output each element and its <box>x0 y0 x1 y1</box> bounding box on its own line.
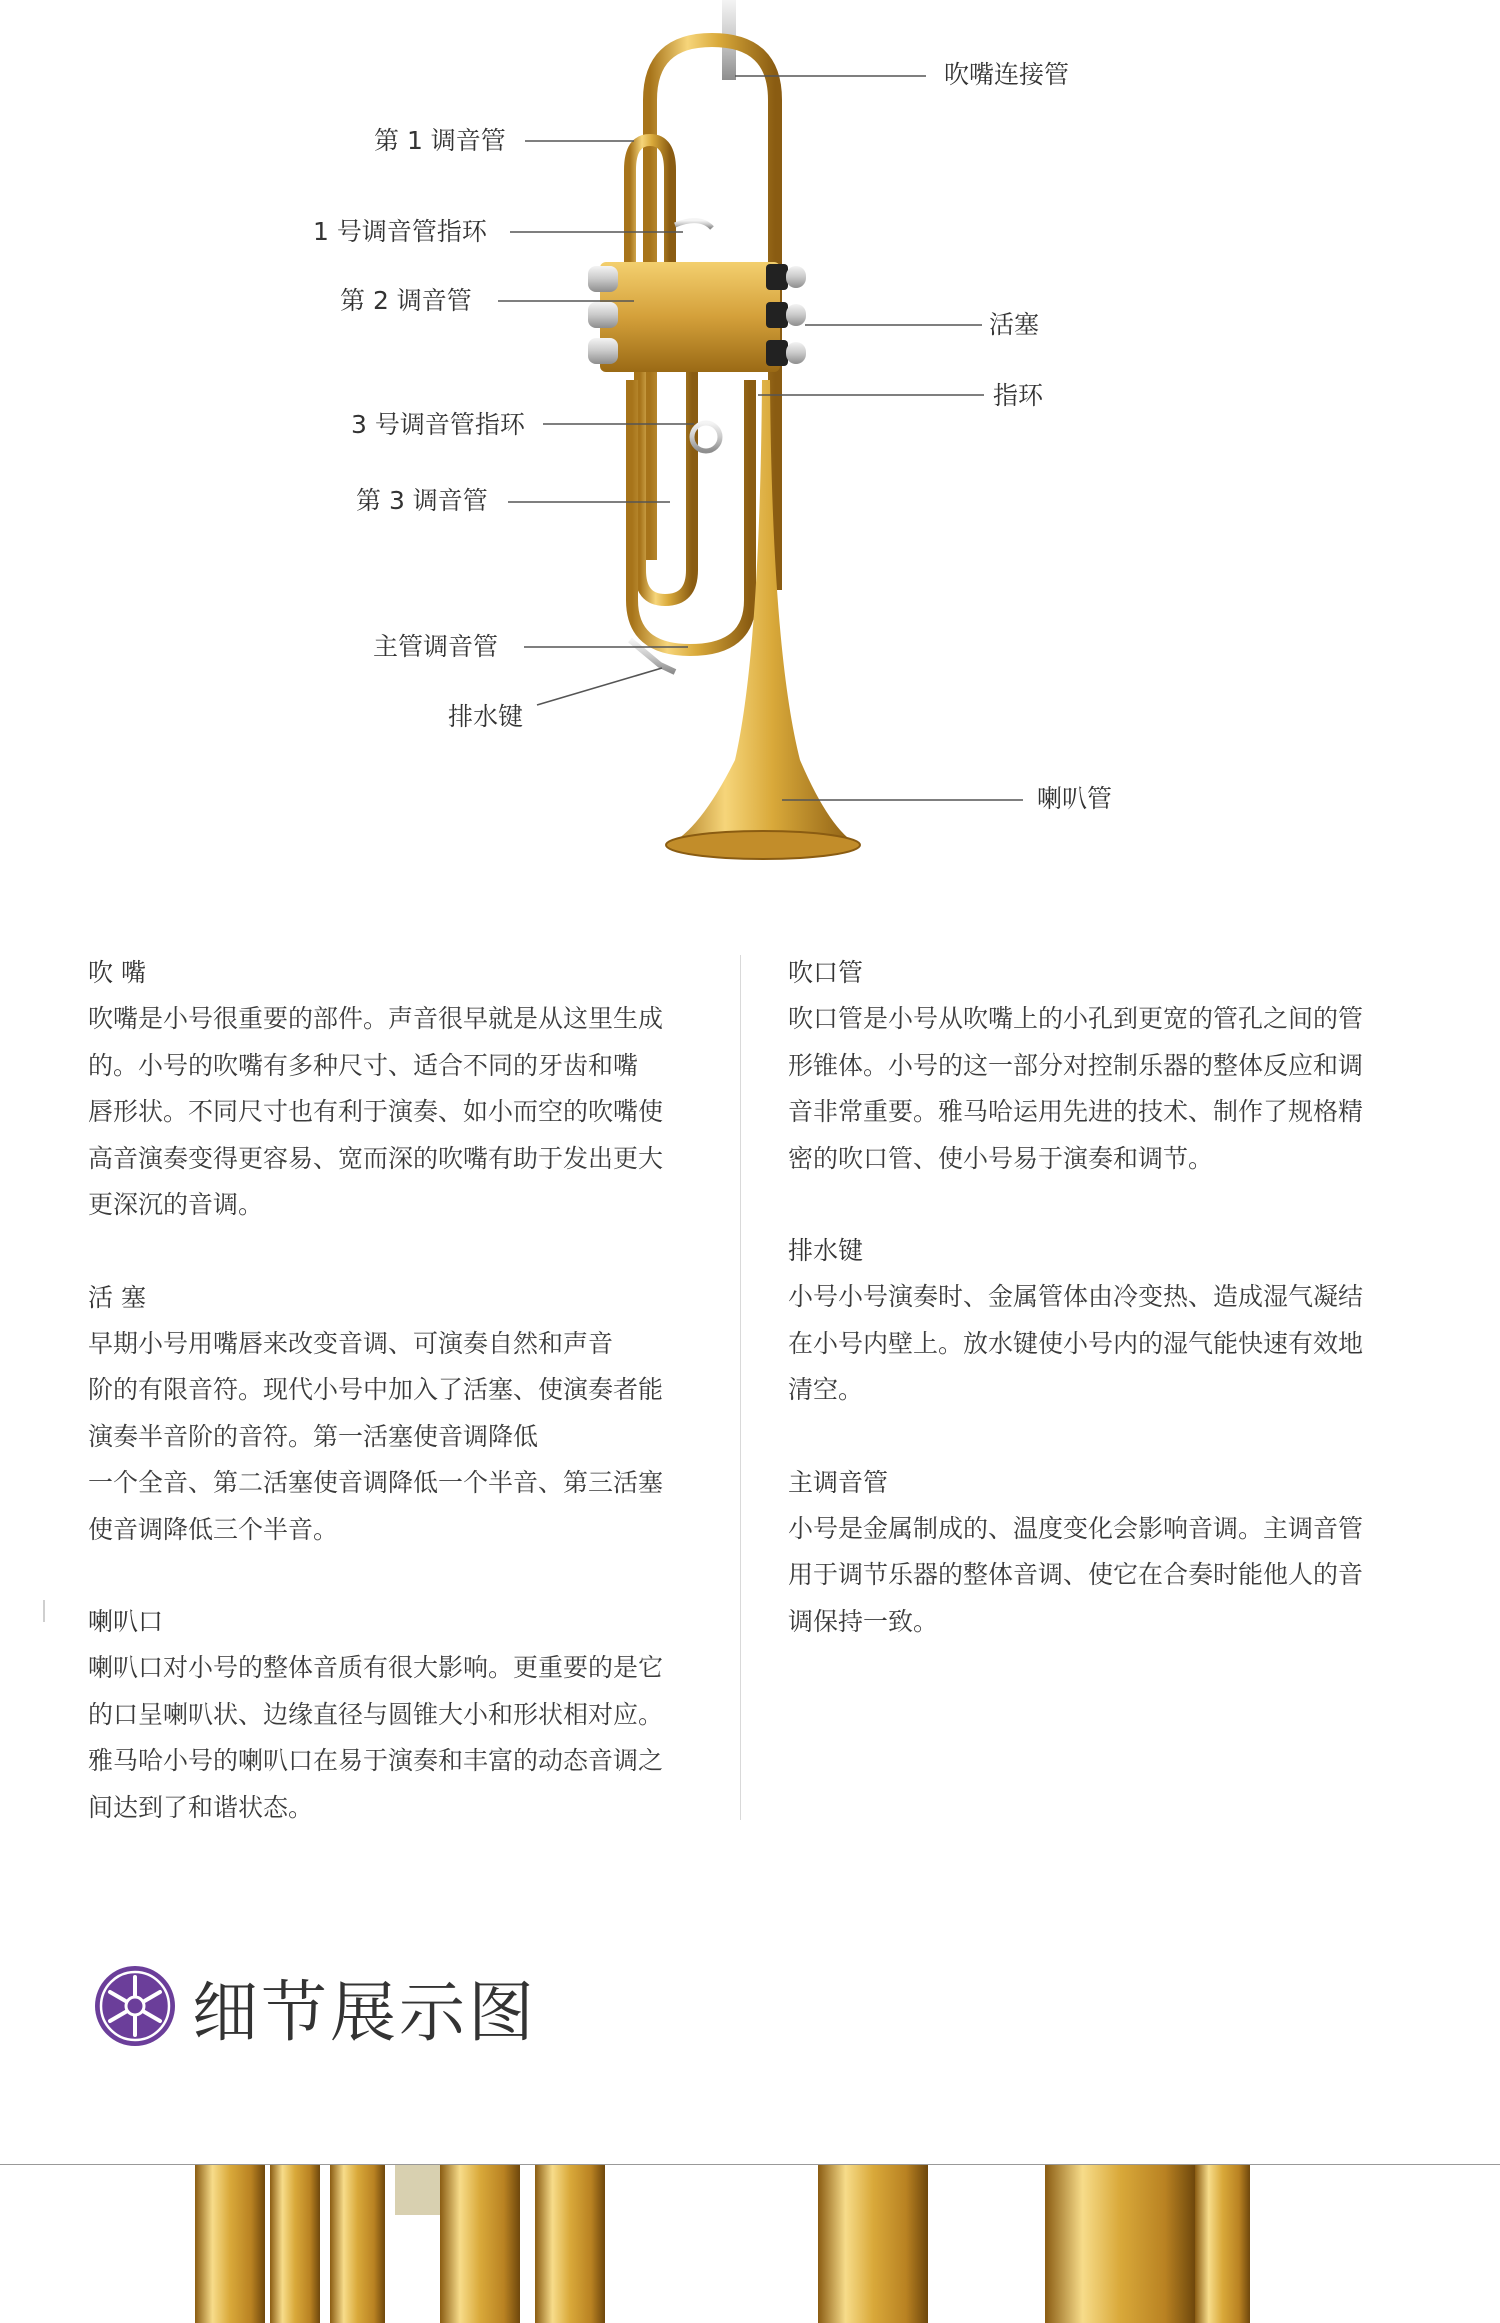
body-line: 的口呈喇叭状、边缘直径与圆锥大小和形状相对应。 <box>88 1699 664 1729</box>
label-water-key: 排水键 <box>448 702 524 731</box>
left-column <box>88 950 708 1877</box>
section-title: 喇叭口 <box>88 1607 164 1636</box>
body-line: 吹口管是小号从吹嘴上的小孔到更宽的管孔之间的管 <box>788 1004 1364 1033</box>
valve-cap-1 <box>588 266 618 292</box>
body-line: 形锥体。小号的这一部分对控制乐器的整体反应和调 <box>788 1050 1364 1080</box>
label-first-slide-ring: 1 号调音管指环 <box>313 217 487 246</box>
first-slide-ring <box>675 221 712 228</box>
detail-photo <box>0 2165 1500 2323</box>
label-mouthpiece-receiver: 吹嘴连接管 <box>944 60 1070 89</box>
body-line: 演奏半音阶的音符。第一活塞使音调降低 <box>88 1421 539 1451</box>
body-line: 更深沉的音调。 <box>88 1190 264 1219</box>
section-title: 吹 嘴 <box>88 958 146 987</box>
label-first-slide: 第 1 调音管 <box>374 126 506 155</box>
body-line: 使音调降低三个半音。 <box>88 1514 339 1544</box>
body-line: 喇叭口对小号的整体音质有很大影响。更重要的是它 <box>88 1653 664 1682</box>
valve-block <box>600 262 780 372</box>
section-title: 排水键 <box>788 1236 864 1265</box>
body-line: 吹嘴是小号很重要的部件。声音很早就是从这里生成 <box>88 1004 664 1033</box>
valve-cap-2 <box>588 302 618 328</box>
body-line: 阶的有限音符。现代小号中加入了活塞、使演奏者能 <box>88 1375 664 1404</box>
side-mark <box>43 1600 45 1622</box>
body-line: 高音演奏变得更容易、宽而深的吹嘴有助于发出更大 <box>88 1143 664 1173</box>
trumpet-diagram <box>0 0 1500 880</box>
body-line: 在小号内壁上。放水键使小号内的湿气能快速有效地 <box>788 1328 1364 1358</box>
body-line: 唇形状。不同尺寸也有利于演奏、如小而空的吹嘴使 <box>88 1097 664 1126</box>
body-line: 小号是金属制成的、温度变化会影响音调。主调音管 <box>788 1513 1364 1543</box>
body-line: 间达到了和谐状态。 <box>88 1792 314 1822</box>
body-line: 雅马哈小号的喇叭口在易于演奏和丰富的动态音调之 <box>88 1746 664 1775</box>
section-leadpipe <box>788 950 1408 1182</box>
section-body <box>788 1274 1408 1414</box>
body-line: 的。小号的吹嘴有多种尺寸、适合不同的牙齿和嘴 <box>88 1050 639 1080</box>
label-third-slide: 第 3 调音管 <box>356 486 488 515</box>
body-line: 清空。 <box>788 1375 864 1404</box>
valve-cap-3 <box>588 338 618 364</box>
trumpet-illustration <box>0 0 1500 880</box>
body-line: 一个全音、第二活塞使音调降低一个半音、第三活塞 <box>88 1468 664 1497</box>
body-line: 密的吹口管、使小号易于演奏和调节。 <box>788 1143 1214 1173</box>
right-column <box>788 950 1408 1691</box>
section-title: 活 塞 <box>88 1282 146 1312</box>
section-water-key <box>788 1228 1408 1414</box>
section-piston <box>88 1275 708 1554</box>
section-main-slide <box>788 1460 1408 1646</box>
label-finger-hook: 指环 <box>993 381 1044 410</box>
yamaha-logo-icon <box>92 1963 178 2049</box>
section-title: 吹口管 <box>788 958 864 987</box>
bell-rim <box>666 831 860 859</box>
body-line: 用于调节乐器的整体音调、使它在合奏时能他人的音 <box>788 1560 1364 1589</box>
section-body <box>788 1506 1408 1646</box>
section-body <box>788 996 1408 1182</box>
detail-photo-strip <box>0 2164 1500 2323</box>
section-body <box>88 996 708 1229</box>
label-main-slide: 主管调音管 <box>373 632 499 661</box>
body-line: 早期小号用嘴唇来改变音调、可演奏自然和声音 <box>88 1328 614 1358</box>
section-body <box>88 1321 708 1554</box>
section-mouthpiece <box>88 950 708 1229</box>
detail-heading <box>92 1958 537 2054</box>
body-line: 调保持一致。 <box>788 1606 939 1636</box>
section-bell <box>88 1599 708 1831</box>
body-line: 小号小号演奏时、金属管体由冷变热、造成湿气凝结 <box>788 1282 1364 1311</box>
column-divider <box>740 955 741 1820</box>
section-body <box>88 1645 708 1831</box>
piston-buttons <box>766 264 806 366</box>
label-bell: 喇叭管 <box>1037 784 1113 813</box>
label-second-slide: 第 2 调音管 <box>340 286 472 315</box>
detail-title: 细节展示图 <box>192 1973 537 2051</box>
section-title: 主调音管 <box>788 1467 889 1497</box>
label-third-slide-ring: 3 号调音管指环 <box>351 410 525 439</box>
body-line: 音非常重要。雅马哈运用先进的技术、制作了规格精 <box>788 1097 1364 1126</box>
label-piston: 活塞 <box>989 310 1040 339</box>
